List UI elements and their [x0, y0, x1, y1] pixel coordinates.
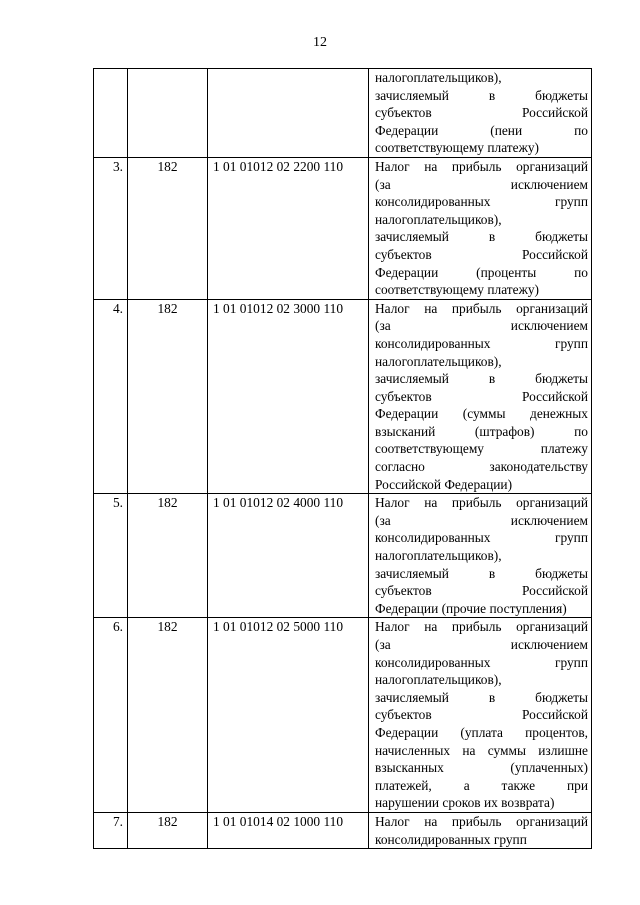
row-number-cell: 4. [94, 299, 128, 494]
page-number: 12 [313, 35, 327, 50]
description-line: Федерации (проценты по [375, 264, 588, 280]
revenue-codes-table [93, 68, 592, 849]
description-line: согласно законодательству [375, 459, 588, 475]
description-line: зачисляемый в бюджеты [375, 689, 588, 705]
description-line: налогоплательщиков), [375, 672, 502, 688]
table-row [94, 299, 592, 494]
row-number-cell: 5. [94, 494, 128, 618]
description-line: зачисляемый в бюджеты [375, 229, 588, 245]
description-line: субъектов Российской [375, 707, 588, 723]
description-line: налогоплательщиков), [375, 353, 502, 369]
description-line: зачисляемый в бюджеты [375, 565, 588, 581]
description-line: субъектов Российской [375, 246, 588, 262]
description-line: налогоплательщиков), [375, 70, 502, 85]
description-line: Федерации (прочие поступления) [375, 600, 567, 616]
description-line: консолидированных групп [375, 335, 588, 351]
budget-classification-code-cell: 1 01 01012 02 2200 110 [208, 157, 369, 299]
description-line: налогоплательщиков), [375, 211, 502, 227]
table-row [94, 69, 592, 158]
description-line: зачисляемый в бюджеты [375, 87, 588, 103]
description-line: консолидированных групп [375, 194, 588, 210]
table-body [94, 69, 592, 849]
income-description-cell [369, 812, 592, 848]
description-line: консолидированных групп [375, 654, 588, 670]
admin-code-cell: 182 [128, 812, 208, 848]
budget-classification-code-cell: 1 01 01012 02 3000 110 [208, 299, 369, 494]
budget-classification-code-cell: 1 01 01012 02 4000 110 [208, 494, 369, 618]
description-line: консолидированных групп [375, 831, 527, 847]
description-line: консолидированных групп [375, 530, 588, 546]
description-line: Российской Федерации) [375, 476, 513, 492]
description-line: Налог на прибыль организаций [375, 300, 588, 316]
description-line: соответствующему платежу) [375, 282, 539, 298]
description-line: Федерации (суммы денежных [375, 406, 588, 422]
table-row [94, 494, 592, 618]
income-description-cell [369, 494, 592, 618]
description-line: соответствующему платежу) [375, 140, 539, 156]
table-row [94, 812, 592, 848]
income-description-cell [369, 618, 592, 813]
admin-code-cell: 182 [128, 157, 208, 299]
description-line: Налог на прибыль организаций [375, 619, 588, 635]
description-line: Налог на прибыль организаций [375, 158, 588, 174]
description-line: (за исключением [375, 176, 588, 192]
table-row [94, 157, 592, 299]
admin-code-cell: 182 [128, 494, 208, 618]
income-description-cell [369, 69, 592, 158]
description-line: субъектов Российской [375, 388, 588, 404]
description-line: (за исключением [375, 318, 588, 334]
row-number-cell [94, 69, 128, 158]
income-description-cell [369, 157, 592, 299]
description-line: нарушении сроков их возврата) [375, 795, 555, 811]
description-line: (за исключением [375, 512, 588, 528]
description-line: Федерации (пени по [375, 122, 588, 138]
income-description-cell [369, 299, 592, 494]
description-line: налогоплательщиков), [375, 548, 502, 564]
row-number-cell: 3. [94, 157, 128, 299]
row-number-cell: 7. [94, 812, 128, 848]
description-line: (за исключением [375, 637, 588, 652]
description-line: Федерации (уплата процентов, [375, 724, 588, 740]
budget-classification-code-cell: 1 01 01012 02 5000 110 [208, 618, 369, 813]
description-line: субъектов Российской [375, 583, 588, 599]
description-line: Налог на прибыль организаций [375, 495, 588, 511]
description-line: взысканных (уплаченных) [375, 760, 588, 776]
description-line: Налог на прибыль организаций [375, 813, 588, 829]
admin-code-cell: 182 [128, 299, 208, 494]
description-line: зачисляемый в бюджеты [375, 371, 588, 387]
admin-code-cell [128, 69, 208, 158]
budget-classification-code-cell [208, 69, 369, 158]
row-number-cell: 6. [94, 618, 128, 813]
admin-code-cell: 182 [128, 618, 208, 813]
description-line: соответствующему платежу [375, 441, 588, 457]
table-row [94, 618, 592, 813]
description-line: субъектов Российской [375, 105, 588, 121]
description-line: взысканий (штрафов) по [375, 423, 588, 439]
description-line: платежей, а также при [375, 777, 588, 793]
budget-classification-code-cell: 1 01 01014 02 1000 110 [208, 812, 369, 848]
description-line: начисленных на суммы излишне [375, 742, 588, 758]
